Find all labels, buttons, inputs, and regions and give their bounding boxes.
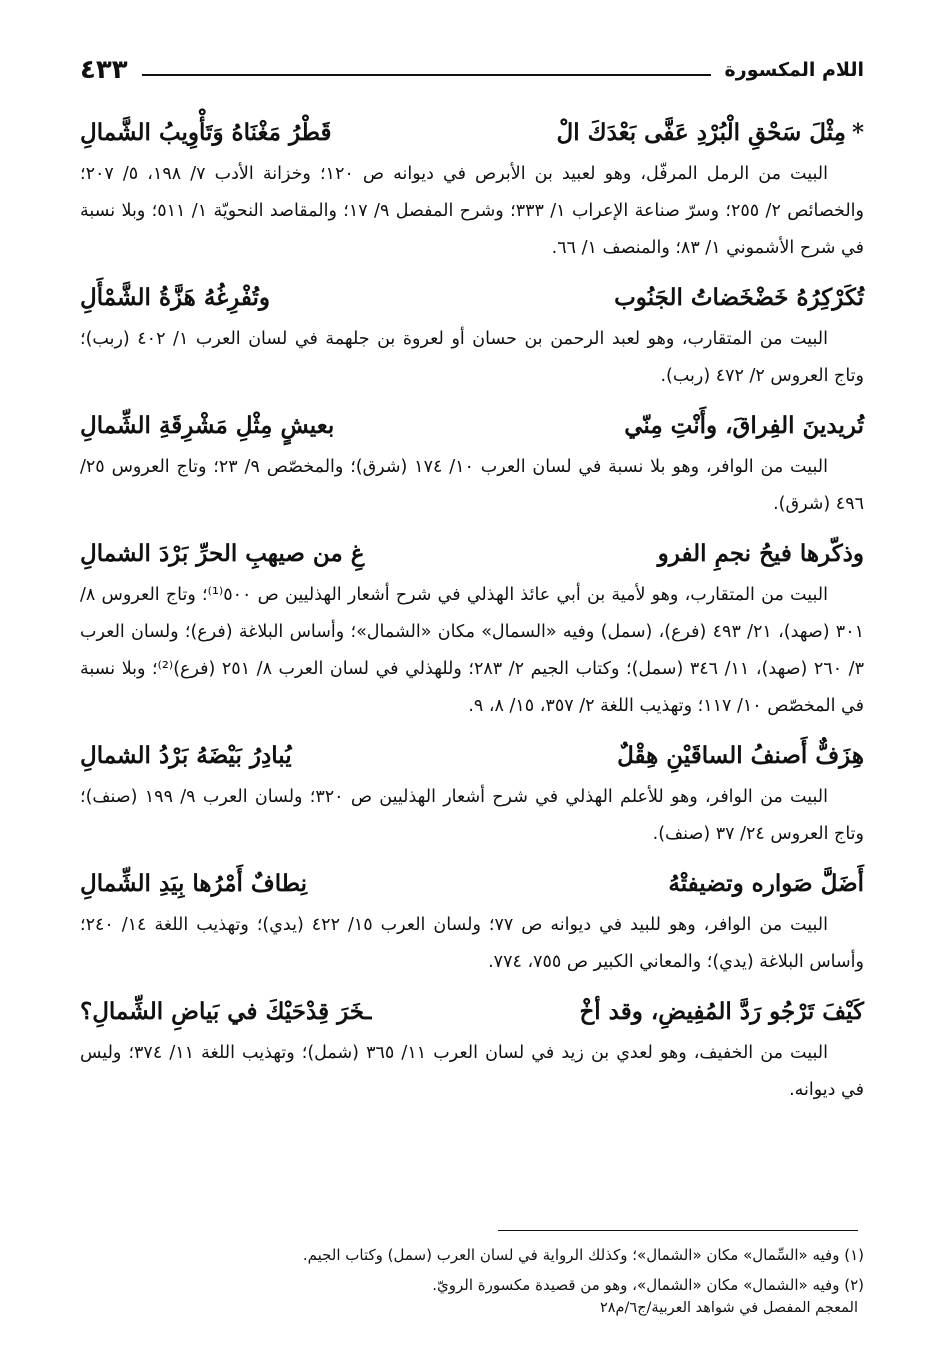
verse-second-hemistich: قَطْرُ مَغْنَاهُ وَتَأْوِيبُ الشَّمالِ — [80, 119, 332, 146]
verse-first-hemistich: كَيْفَ تَرْجُو رَدَّ المُفِيضِ، وقد أخْ — [579, 998, 864, 1025]
footnote-1: (١) وفيه «السِّمال» مكان «الشمال»؛ وكذلك الرواية في لسان العرب (سمل) وكتاب الجيم. — [302, 1246, 864, 1264]
asterisk-marker: * — [851, 119, 864, 146]
verse-commentary: البيت من الوافر، وهو للبيد في ديوانه ص ٧٧؛ ولسان العرب ١٥/ ٤٢٢ (يدي)؛ وتهذيب اللغة ١٤/ ٢٤٠؛ وأساس البلاغة (يدي)؛ والمعاني الكبير ص ٧٥٥، ٧٧٤. — [80, 915, 864, 972]
verse-first-hemistich: تُريدينَ الفِراقَ، وأَنْتِ مِنّي — [624, 412, 864, 439]
footer-signature: المعجم المفصل في شواهد العربية/ج٦/م٢٨ — [599, 1300, 858, 1316]
verse-entry — [80, 110, 864, 267]
header-rule — [142, 74, 711, 76]
verse-entry — [80, 861, 864, 981]
verse-entry — [80, 403, 864, 523]
verse-commentary: البيت من الوافر، وهو بلا نسبة في لسان العرب ١٠/ ١٧٤ (شرق)؛ والمخصّص ٩/ ٢٣؛ وتاج العروس ٢٥/ ٤٩٦ (شرق). — [80, 457, 864, 514]
verse-second-hemistich: نِطافٌ أَمْرُها بِيَدِ الشِّمالِ — [80, 870, 308, 897]
verse-commentary: البيت من المتقارب، وهو لعبد الرحمن بن حسان أو لعروة بن جلهمة في لسان العرب ١/ ٤٠٢ (ربب)؛ وتاج العروس ٢/ ٤٧٢ (ربب). — [80, 329, 864, 386]
running-head — [80, 50, 864, 90]
verse-second-hemistich: غِ من صيهبِ الحرِّ بَرْدَ الشمالِ — [80, 540, 365, 567]
verse-entry — [80, 275, 864, 395]
verse-line — [80, 531, 864, 577]
verse-first-hemistich-text: مِثْلَ سَحْقِ الْبُرْدِ عَفَّى بَعْدَكَ الْ — [556, 119, 846, 146]
verse-first-hemistich: أَضَلَّ صَواره وتضيفتْهُ — [668, 870, 864, 897]
footnotes — [80, 1240, 864, 1300]
section-title: اللام المكسورة — [724, 59, 864, 81]
verse-line — [80, 403, 864, 449]
footnote-2: (٢) وفيه «الشمال» مكان «الشمال»، وهو من قصيدة مكسورة الرويّ. — [432, 1276, 864, 1294]
page-number: ٤٣٣ — [80, 55, 128, 85]
verse-first-hemistich: تُكَرْكِرُهُ خَضْخَضاتُ الجَنُوب — [614, 284, 864, 311]
verse-second-hemistich: وتُفْرِغُهُ هَزَّةُ الشَّمْأَلِ — [80, 284, 271, 311]
verse-entry — [80, 733, 864, 853]
verse-first-hemistich: وذكّرها فيحُ نجمِ الفرو — [657, 540, 864, 567]
verse-line — [80, 110, 864, 156]
verse-line — [80, 989, 864, 1035]
verse-line — [80, 733, 864, 779]
verse-commentary: البيت من الرمل المرفّل، وهو لعبيد بن الأبرص في ديوانه ص ١٢٠؛ وخزانة الأدب ٧/ ١٩٨، ٥/ ٢٠٧؛ والخصائص ٢/ ٢٥٥؛ وسرّ صناعة الإعراب ١/ ٣٣٣؛ وشرح المفصل ٩/ ١٧؛ والمقاصد النحويّة ١/ ٥١١؛ وبلا نسبة في شرح الأشموني ١/ ٨٣؛ والمنصف ١/ ٦٦. — [80, 164, 864, 258]
verse-commentary: البيت من الوافر، وهو للأعلم الهذلي في شرح أشعار الهذليين ص ٣٢٠؛ ولسان العرب ٩/ ١٩٩ (صنف)؛ وتاج العروس ٢٤/ ٣٧ (صنف). — [80, 787, 864, 844]
verse-entry — [80, 989, 864, 1109]
verse-line — [80, 861, 864, 907]
footnote-rule — [498, 1230, 858, 1231]
verse-line — [80, 275, 864, 321]
verse-second-hemistich: يُبادِرُ بَيْضَهُ بَرْدُ الشمالِ — [80, 742, 292, 769]
verse-commentary: البيت من المتقارب، وهو لأمية بن أبي عائذ الهذلي في شرح أشعار الهذليين ص ٥٠٠⁽¹⁾؛ وتاج العروس ٨/ ٣٠١ (صهد)، ٢١/ ٤٩٣ (فرع)، (سمل) وفيه «السمال» مكان «الشمال»؛ وأساس البلاغة (فرع)؛ ولسان العرب ٣/ ٢٦٠ (صهد)، ١١/ ٣٤٦ (سمل)؛ وكتاب الجيم ٢/ ٢٨٣؛ وللهذلي في لسان العرب ٨/ ٢٥١ (فرع)⁽²⁾؛ وبلا نسبة في المخصّص ١٠/ ١١٧؛ وتهذيب اللغة ٢/ ٣٥٧، ١٥/ ٨، ٩. — [80, 585, 864, 716]
verse-entry — [80, 531, 864, 725]
entries — [80, 110, 864, 1117]
verse-second-hemistich: ـخَرَ قِدْحَيْكَ في بَياضِ الشِّمالِ؟ — [80, 998, 372, 1025]
verse-second-hemistich: بعيشٍ مِثْلِ مَشْرِقَةِ الشِّمالِ — [80, 412, 335, 439]
verse-commentary: البيت من الخفيف، وهو لعدي بن زيد في لسان العرب ١١/ ٣٦٥ (شمل)؛ وتهذيب اللغة ١١/ ٣٧٤؛ وليس في ديوانه. — [80, 1043, 864, 1100]
verse-first-hemistich — [557, 110, 864, 156]
verse-first-hemistich: هِزَفٌّ أَصنفُ الساقَيْنِ هِقْلٌ — [617, 742, 864, 769]
